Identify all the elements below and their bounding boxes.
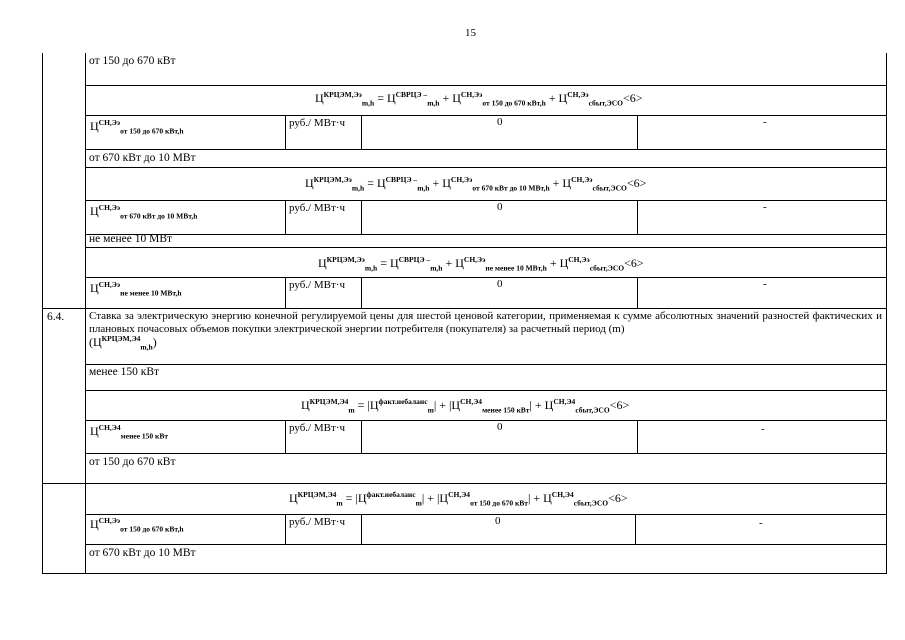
formula: $Ц^{КРЦЭМ,Э4}_m = |Ц^{факт.небаланс}_m| + |Ц^{СН,Э4}_{менее 150 кВт}| + Ц^{СН,Э4}_{сбыт,ЭСО}<6>$ (301, 397, 630, 415)
rate-label: $Ц^{СН,Ээ}_{от 150 до 670 кВт,h}$ (90, 118, 184, 136)
row-divider (43, 573, 886, 574)
rate-label: $Ц^{СН,Э4}_{менее 150 кВт}$ (90, 423, 169, 441)
rate-label: $Ц^{СН,Ээ}_{не менее 10 МВт,h}$ (90, 280, 182, 298)
column-divider (637, 200, 638, 234)
formula: $Ц^{КРЦЭМ,Ээ}_{m,h} = Ц^{СВРЦЭ -}_{m,h} + Ц^{СН,Ээ}_{от 670 кВт до 10 МВт,h} + Ц^{СН,Ээ}_{сбыт,ЭСО}<6>$ (305, 175, 647, 193)
row-divider (85, 364, 886, 365)
row-divider (85, 453, 886, 454)
formula: $Ц^{КРЦЭМ,Э4}_m = |Ц^{факт.небаланс}_m| + |Ц^{СН,Э4}_{от 150 до 670 кВт}| + Ц^{СН,Э4}_{сбыт,ЭСО}<6>$ (289, 490, 628, 508)
column-divider (635, 514, 636, 544)
value-cell: - (759, 517, 763, 529)
column-divider (285, 277, 286, 308)
range-heading: не менее 10 МВт (89, 233, 173, 245)
tariff-table (42, 53, 887, 574)
column-divider (361, 200, 362, 234)
column-divider (361, 420, 362, 453)
rate-label: $Ц^{СН,Ээ}_{от 670 кВт до 10 МВт,h}$ (90, 203, 198, 221)
row-divider (85, 420, 886, 421)
row-divider (85, 234, 886, 235)
range-heading: от 670 кВт до 10 МВт (89, 152, 196, 164)
column-divider (285, 420, 286, 453)
column-divider (637, 277, 638, 308)
column-divider (285, 115, 286, 149)
value-cell: - (763, 278, 767, 290)
value-cell: - (763, 116, 767, 128)
unit-cell: руб./ МВт·ч (289, 117, 345, 129)
unit-cell: руб./ МВт·ч (289, 279, 345, 291)
row-number: 6.4. (47, 311, 65, 323)
row-divider (85, 149, 886, 150)
row-divider (85, 514, 886, 515)
column-divider (85, 53, 86, 574)
rate-symbol: $(Ц^{КРЦЭМ,Э4}_{m,h})$ (89, 334, 157, 352)
range-heading: от 150 до 670 кВт (89, 55, 176, 67)
unit-cell: руб./ МВт·ч (289, 202, 345, 214)
formula: $Ц^{КРЦЭМ,Ээ}_{m,h} = Ц^{СВРЦЭ -}_{m,h} + Ц^{СН,Ээ}_{не менее 10 МВт,h} + Ц^{СН,Ээ}_{сбыт,ЭСО}<6>$ (318, 255, 644, 273)
row-divider (85, 390, 886, 391)
row-divider (85, 85, 886, 86)
column-divider (361, 277, 362, 308)
formula: $Ц^{КРЦЭМ,Ээ}_{m,h} = Ц^{СВРЦЭ -}_{m,h} + Ц^{СН,Ээ}_{от 150 до 670 кВт,h} + Ц^{СН,Ээ}_{сбыт,ЭСО}<6>$ (315, 90, 643, 108)
value-cell: 0 (497, 116, 503, 128)
row-divider (85, 167, 886, 168)
range-heading: от 150 до 670 кВт (89, 456, 176, 468)
page-number: 15 (465, 27, 476, 39)
value-cell: 0 (497, 421, 503, 433)
range-heading: от 670 кВт до 10 МВт (89, 547, 196, 559)
value-cell: 0 (495, 515, 501, 527)
column-divider (361, 115, 362, 149)
value-cell: 0 (497, 278, 503, 290)
unit-cell: руб./ МВт·ч (289, 516, 345, 528)
column-divider (637, 420, 638, 453)
row-divider (85, 247, 886, 248)
row-divider (43, 483, 886, 484)
rate-label: $Ц^{СН,Ээ}_{от 150 до 670 кВт,h}$ (90, 516, 184, 534)
value-cell: - (761, 423, 765, 435)
column-divider (285, 514, 286, 544)
range-heading: менее 150 кВт (89, 366, 160, 378)
column-divider (285, 200, 286, 234)
row-divider (43, 308, 886, 309)
row-divider (85, 544, 886, 545)
column-divider (361, 514, 362, 544)
value-cell: 0 (497, 201, 503, 213)
column-divider (637, 115, 638, 149)
value-cell: - (763, 201, 767, 213)
unit-cell: руб./ МВт·ч (289, 422, 345, 434)
rate-description: Ставка за электрическую энергию конечной регулируемой цены для шестой ценовой категории, применяемая к сумме абсолютных значений разностей фактических и плановых почасовых объемов покупки электрической энергии потребителя (покупателя) за расчетный период (m) $(Ц^{КРЦЭМ,Э4}_{m,h})$ (89, 310, 882, 352)
